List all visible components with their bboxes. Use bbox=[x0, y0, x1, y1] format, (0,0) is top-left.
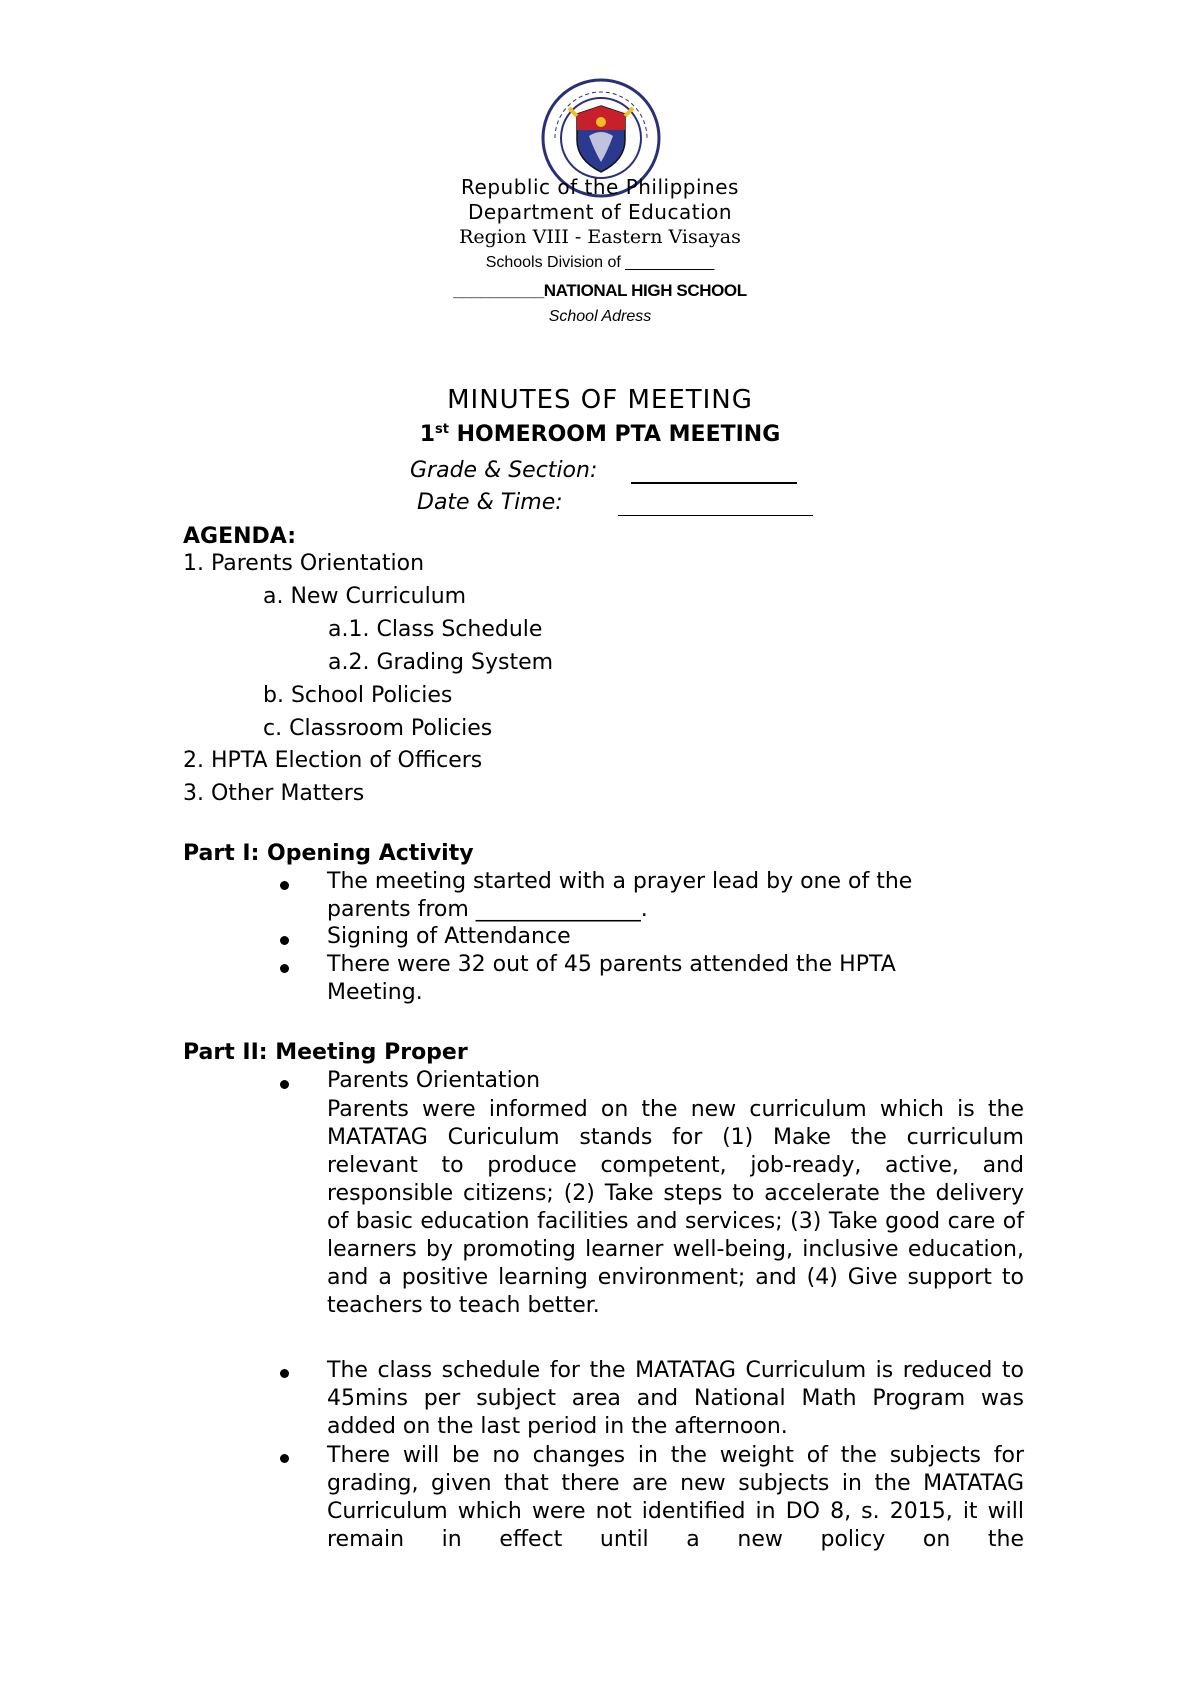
part1-heading: Part I: Opening Activity bbox=[183, 841, 474, 866]
agenda-item: 3. Other Matters bbox=[183, 781, 365, 806]
agenda-item: a.1. Class Schedule bbox=[328, 617, 543, 642]
part2-bullet1-body: Parents were informed on the new curriculum which is the MATATAG Curiculum stands for (1) Make the curriculum relevant to produce competent, job-ready, active, and responsible citizens; (2) Take steps to accelerate the delivery of basic education facilities and services; (3) Take good care of learners by promoting learner well-being, inclusive education, and a positive learning environment; and (4) Give support to teachers to teach better. bbox=[327, 1097, 1024, 1318]
agenda-item: a. New Curriculum bbox=[263, 584, 467, 609]
bullet-icon bbox=[280, 1080, 289, 1089]
department-line: Department of Education bbox=[467, 200, 733, 224]
document-title: MINUTES OF MEETING bbox=[447, 385, 753, 415]
agenda-item: c. Classroom Policies bbox=[263, 716, 493, 741]
subtitle-ordinal-suffix: st bbox=[435, 422, 449, 437]
bullet-icon bbox=[280, 1369, 289, 1378]
agenda-item: 1. Parents Orientation bbox=[183, 551, 425, 576]
agenda-item: a.2. Grading System bbox=[328, 650, 554, 675]
grade-section-label: Grade & Section: bbox=[410, 458, 598, 483]
region-line: Region VIII - Eastern Visayas bbox=[459, 226, 741, 248]
part1-bullet3-line2: Meeting. bbox=[327, 980, 423, 1005]
agenda-item: 2. HPTA Election of Officers bbox=[183, 748, 483, 773]
document-subtitle bbox=[0, 422, 1200, 447]
bullet-icon bbox=[280, 881, 289, 890]
school-address-line: School Adress bbox=[548, 308, 652, 325]
subtitle-ordinal: 1 bbox=[419, 422, 436, 447]
part2-bullet1-title: Parents Orientation bbox=[327, 1068, 541, 1093]
bullet-icon bbox=[280, 936, 289, 945]
part2-bullet2: The class schedule for the MATATAG Curriculum is reduced to 45mins per subject area and National Math Program was added on the last period in the afternoon. bbox=[327, 1358, 1024, 1439]
part1-bullet2: Signing of Attendance bbox=[327, 924, 571, 949]
republic-line: Republic of the Philippines bbox=[461, 175, 739, 199]
agenda-item: b. School Policies bbox=[263, 683, 453, 708]
part2-heading: Part II: Meeting Proper bbox=[183, 1040, 468, 1065]
division-line: Schools Division of __________ bbox=[485, 254, 715, 271]
date-time-blank bbox=[618, 515, 813, 516]
part2-bullet3: There will be no changes in the weight of the subjects for grading, given that there are new subjects in the MATATAG Curriculum which were not identified in DO 8, s. 2015, it will remain in effect until a new policy on the bbox=[327, 1443, 1024, 1552]
part1-bullet1-line1: The meeting started with a prayer lead by one of the bbox=[327, 869, 913, 894]
date-time-label: Date & Time: bbox=[417, 490, 563, 515]
part1-bullet3-line1: There were 32 out of 45 parents attended the HPTA bbox=[327, 952, 896, 977]
bullet-icon bbox=[280, 1454, 289, 1463]
grade-section-blank bbox=[631, 482, 797, 484]
subtitle-text: HOMEROOM PTA MEETING bbox=[448, 422, 781, 447]
part1-bullet1-line2: parents from _______________. bbox=[327, 897, 648, 922]
school-name-line: __________NATIONAL HIGH SCHOOL bbox=[453, 281, 747, 300]
bullet-icon bbox=[280, 964, 289, 973]
agenda-heading: AGENDA: bbox=[183, 524, 297, 549]
